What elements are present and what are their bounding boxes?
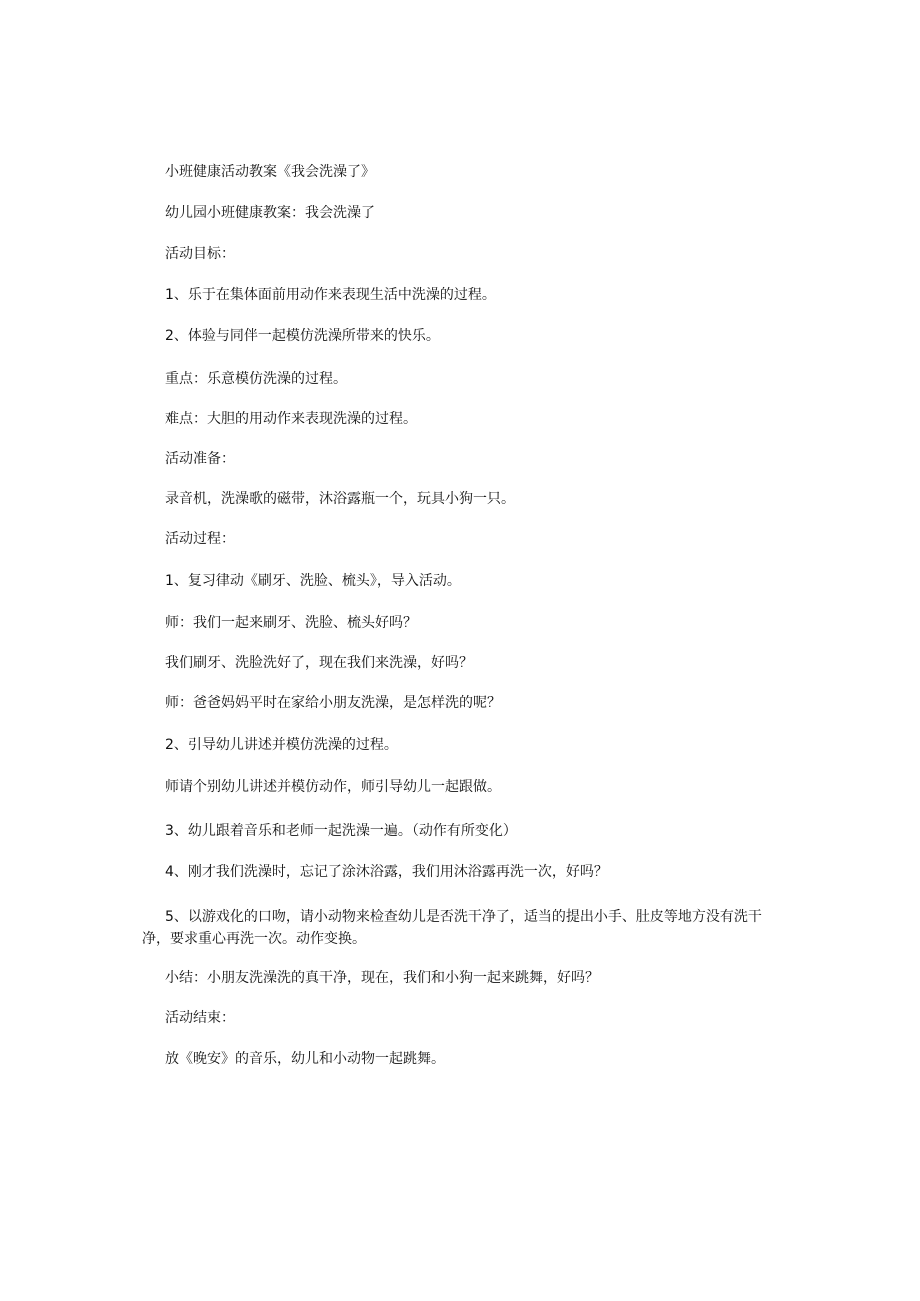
step-4: 4、刚才我们洗澡时，忘记了涂沐浴露，我们用沐浴露再洗一次，好吗？ [165,864,608,880]
step-2-detail: 师请个别幼儿讲述并模仿动作，师引导幼儿一起跟做。 [165,779,501,795]
end-detail: 放《晚安》的音乐，幼儿和小动物一起跳舞。 [165,1051,445,1067]
document-title: 小班健康活动教案《我会洗澡了》 [165,164,375,180]
document-subtitle: 幼儿园小班健康教案：我会洗澡了 [165,205,375,221]
step-3: 3、幼儿跟着音乐和老师一起洗澡一遍。（动作有所变化） [165,823,517,839]
bath-line: 我们刷牙、洗脸洗好了，现在我们来洗澡，好吗？ [165,655,473,671]
end-heading: 活动结束： [165,1010,235,1026]
prep-heading: 活动准备： [165,451,235,467]
summary: 小结：小朋友洗澡洗的真干净，现在，我们和小狗一起来跳舞，好吗？ [165,970,599,986]
teacher-line-1: 师：我们一起来刷牙、洗脸、梳头好吗？ [165,615,417,631]
step-5: 5、以游戏化的口吻，请小动物来检查幼儿是否洗干净了，适当的提出小手、肚皮等地方没有洗干净，要求重心再洗一次。动作变换。 [142,909,762,947]
key-point: 重点：乐意模仿洗澡的过程。 [165,371,347,387]
prep-items: 录音机，洗澡歌的磁带，沐浴露瓶一个，玩具小狗一只。 [165,491,515,507]
goal-2: 2、体验与同伴一起模仿洗澡所带来的快乐。 [165,328,440,344]
difficulty: 难点：大胆的用动作来表现洗澡的过程。 [165,411,417,427]
step-1: 1、复习律动《刷牙、洗脸、梳头》，导入活动。 [165,573,461,589]
goal-1: 1、乐于在集体面前用动作来表现生活中洗澡的过程。 [165,287,496,303]
teacher-line-2: 师：爸爸妈妈平时在家给小朋友洗澡，是怎样洗的呢？ [165,695,501,711]
process-heading: 活动过程： [165,531,235,547]
step-2: 2、引导幼儿讲述并模仿洗澡的过程。 [165,737,398,753]
goals-heading: 活动目标： [165,246,235,262]
